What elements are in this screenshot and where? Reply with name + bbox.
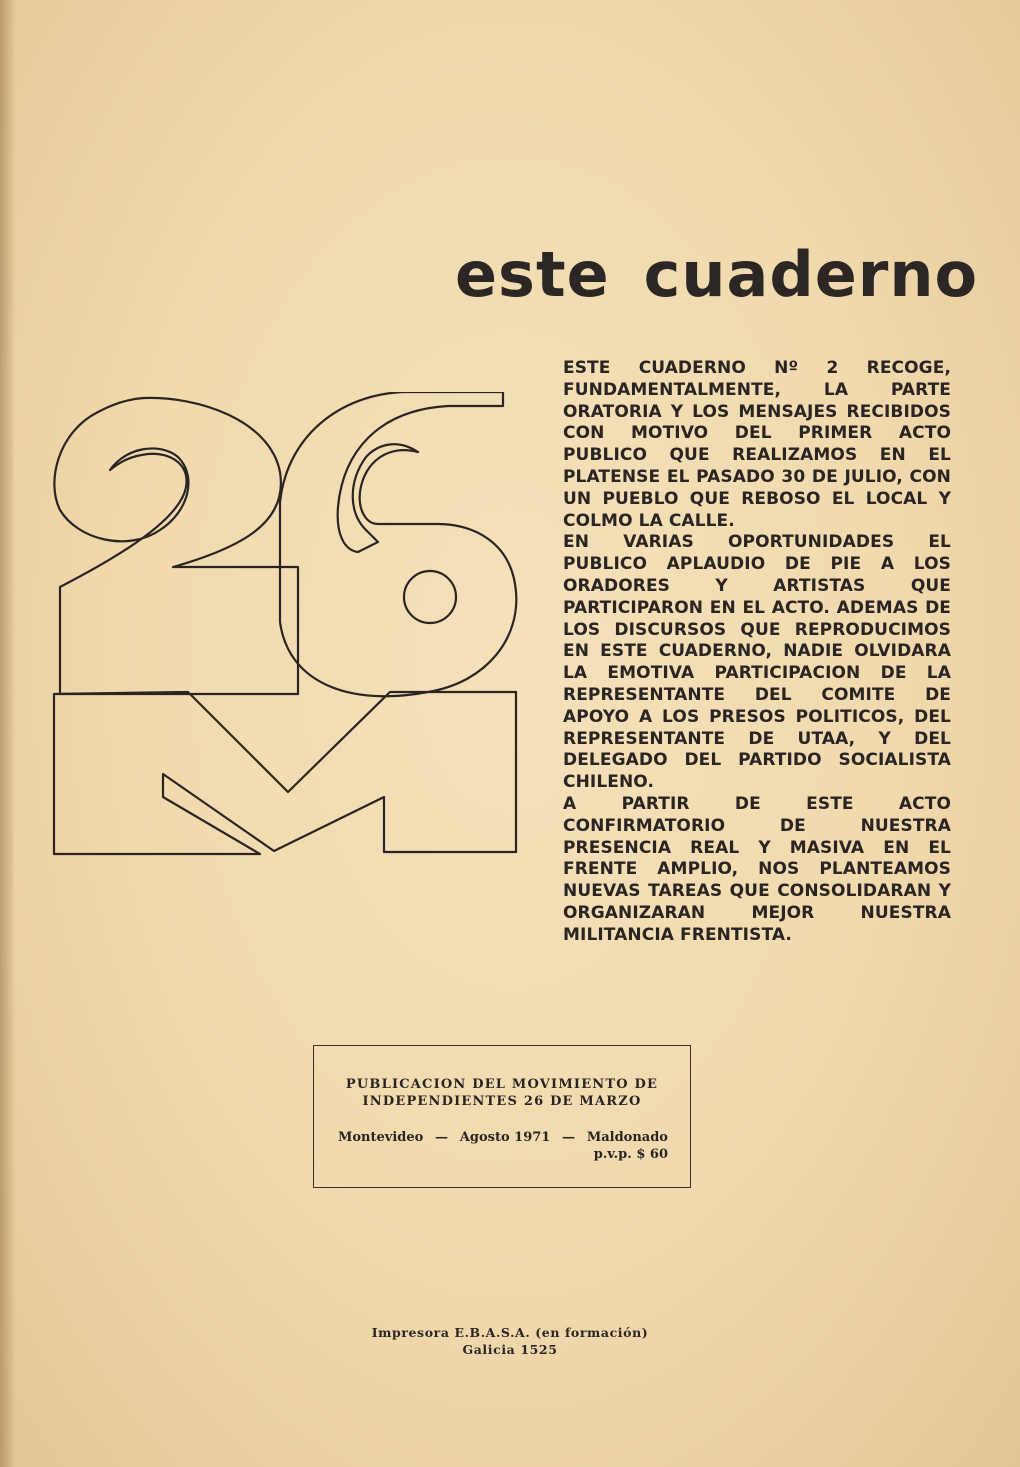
printer-address: Galicia 1525 (462, 1342, 558, 1357)
publication-place-date (338, 1130, 668, 1145)
page-title (455, 238, 979, 311)
publication-price: p.v.p. $ 60 (593, 1147, 668, 1162)
publication-separator: — (435, 1130, 449, 1145)
intro-text (563, 358, 951, 947)
logo-digit-2 (54, 398, 298, 694)
logo-digit-6 (280, 392, 516, 696)
publication-city: Montevideo (338, 1130, 424, 1145)
page-spine-shadow (0, 0, 14, 1467)
logo-26m (48, 392, 520, 860)
intro-paragraph-3: A PARTIR DE ESTE ACTO CONFIRMATORIO DE NUESTRA PRESENCIA REAL Y MASIVA EN EL FRENTE AMPLIO, NOS PLANTEAMOS NUEVAS TAREAS QUE CONSOLIDARAN Y ORGANIZARAN MEJOR NUESTRA MILITANCIA FRENTISTA. (563, 793, 951, 945)
publication-separator: — (562, 1130, 576, 1145)
intro-paragraph-2: EN VARIAS OPORTUNIDADES EL PUBLICO APLAUDIO DE PIE A LOS ORADORES Y ARTISTAS QUE PARTICIPARON EN EL ACTO. ADEMAS DE LOS DISCURSOS QUE REPRODUCIMOS EN ESTE CUADERNO, NADIE OLVIDARA LA EMOTIVA PARTICIPACION DE LA REPRESENTANTE DEL COMITE DE APOYO A LOS PRESOS POLITICOS, DEL REPRESENTANTE DE UTAA, Y DEL DELEGADO DEL PARTIDO SOCIALISTA CHILENO. (563, 532, 951, 793)
title-word-cuaderno: cuaderno (643, 238, 979, 311)
title-word-este: este (455, 238, 610, 311)
publication-street: Maldonado (586, 1130, 668, 1145)
intro-paragraph-1: ESTE CUADERNO Nº 2 RECOGE, FUNDAMENTALMENTE, LA PARTE ORATORIA Y LOS MENSAJES RECIBIDOS CON MOTIVO DEL PRIMER ACTO PUBLICO QUE REALIZAMOS EN EL PLATENSE EL PASADO 30 DE JULIO, CON UN PUEBLO QUE REBOSO EL LOCAL Y COLMO LA CALLE. (563, 358, 951, 531)
logo-digit-6-counter (404, 571, 456, 623)
publication-line-1: PUBLICACION DEL MOVIMIENTO DE (345, 1077, 659, 1092)
printer-name: Impresora E.B.A.S.A. (en formación) (371, 1325, 649, 1340)
logo-letter-m (54, 692, 516, 854)
publication-date: Agosto 1971 (459, 1130, 551, 1145)
publication-line-2: INDEPENDIENTES 26 DE MARZO (362, 1094, 642, 1109)
publication-box (313, 1045, 691, 1188)
